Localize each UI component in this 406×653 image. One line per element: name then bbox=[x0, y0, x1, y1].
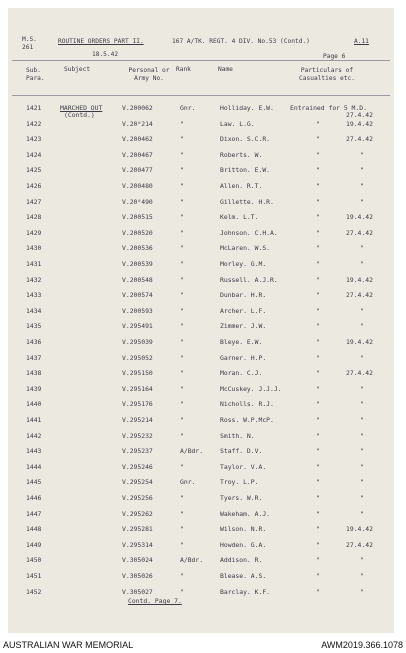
cell-name: Garner. H.P. bbox=[220, 353, 267, 362]
cell-para: 1436 bbox=[26, 338, 42, 346]
cell-part: " bbox=[316, 322, 320, 331]
cell-date: 19.4.42 bbox=[346, 119, 373, 128]
cell-para: 1435 bbox=[26, 322, 42, 331]
table-row bbox=[8, 167, 394, 179]
cell-part: " bbox=[316, 338, 320, 346]
table-row bbox=[8, 230, 394, 242]
cell-rank: " bbox=[180, 275, 184, 284]
cell-number: V.295491 bbox=[122, 322, 153, 331]
cell-part: " bbox=[316, 306, 320, 315]
table-row bbox=[8, 355, 394, 367]
cell-part: " bbox=[316, 572, 320, 580]
cell-date: " bbox=[360, 182, 364, 190]
cell-date: " bbox=[360, 587, 364, 596]
cell-number: V.295246 bbox=[122, 462, 153, 471]
cell-number: V.295237 bbox=[122, 447, 153, 456]
table-row bbox=[8, 589, 394, 601]
cell-date: 27.4.42 bbox=[346, 228, 373, 237]
cell-name: Britton. E.W. bbox=[220, 166, 271, 175]
cell-para: 1432 bbox=[26, 275, 42, 284]
cell-name: Moran. C.J. bbox=[220, 369, 263, 378]
cell-date: 19.4.42 bbox=[346, 275, 373, 284]
table-row bbox=[8, 433, 394, 445]
table-row bbox=[8, 339, 394, 351]
col-sub-para: Sub. Para. bbox=[26, 67, 45, 82]
cell-name: Holliday. E.W. bbox=[220, 104, 274, 112]
cell-name: Addison. R. bbox=[220, 556, 263, 565]
cell-rank: " bbox=[180, 400, 184, 409]
cell-part: " bbox=[316, 213, 320, 222]
cell-date: " bbox=[360, 416, 364, 424]
cell-name: Tyers. W.R. bbox=[220, 494, 263, 502]
cell-date: " bbox=[360, 447, 364, 456]
col-rank: Rank bbox=[176, 66, 191, 73]
cell-para: 1452 bbox=[26, 587, 42, 596]
cell-para: 1423 bbox=[26, 135, 42, 144]
cell-part: " bbox=[316, 369, 320, 378]
footer-accession: AWM2019.366.1078 bbox=[321, 640, 403, 650]
table-row bbox=[8, 308, 394, 320]
cell-para: 1450 bbox=[26, 556, 42, 565]
table-row bbox=[8, 417, 394, 429]
table-row bbox=[8, 448, 394, 460]
cell-part: " bbox=[316, 182, 320, 190]
table-row bbox=[8, 105, 394, 117]
cell-name: Wakeham. A.J. bbox=[220, 509, 271, 518]
table-row bbox=[8, 121, 394, 133]
header-code: M.S. bbox=[22, 36, 37, 43]
cell-part: " bbox=[316, 556, 320, 565]
cell-number: V.200515 bbox=[122, 213, 153, 222]
cell-para: 1449 bbox=[26, 540, 42, 549]
cell-number: V.200520 bbox=[122, 228, 153, 237]
header-date: 18.5.42 bbox=[92, 51, 119, 58]
cell-rank: " bbox=[180, 291, 184, 300]
cell-rank: " bbox=[180, 353, 184, 362]
cell-rank: " bbox=[180, 119, 184, 128]
cell-number: V.305026 bbox=[122, 572, 153, 580]
cell-number: V.295150 bbox=[122, 369, 153, 378]
cell-rank: " bbox=[180, 228, 184, 237]
header-ref: A.11 bbox=[354, 38, 369, 45]
footer-bar bbox=[0, 635, 406, 653]
cell-part: " bbox=[316, 509, 320, 518]
cell-rank: " bbox=[180, 540, 184, 549]
cell-rank: Gnr. bbox=[180, 478, 196, 487]
cell-date: 19.4.42 bbox=[346, 213, 373, 222]
cell-rank: " bbox=[180, 306, 184, 315]
cell-date: " bbox=[360, 353, 364, 362]
cell-rank: " bbox=[180, 244, 184, 253]
table-row bbox=[8, 573, 394, 585]
cell-name: Law. L.G. bbox=[220, 119, 255, 128]
table-row bbox=[8, 292, 394, 304]
header-code-2: 261 bbox=[22, 44, 34, 51]
cell-number: V.295052 bbox=[122, 353, 153, 362]
cell-number: V.200539 bbox=[122, 260, 153, 268]
cell-name: Howden. G.A. bbox=[220, 540, 267, 549]
cell-number: V.200467 bbox=[122, 150, 153, 159]
cell-part: " bbox=[316, 260, 320, 268]
cell-date: " bbox=[360, 494, 364, 502]
cell-rank: A/Bdr. bbox=[180, 447, 204, 456]
cell-name: Ross. W.P.McP. bbox=[220, 416, 274, 424]
cell-para: 1444 bbox=[26, 462, 42, 471]
cell-para: 1437 bbox=[26, 353, 42, 362]
cell-rank: " bbox=[180, 369, 184, 378]
cell-para: 1434 bbox=[26, 306, 42, 315]
document-page bbox=[8, 8, 394, 633]
cell-part: " bbox=[316, 353, 320, 362]
cell-para: 1438 bbox=[26, 369, 42, 378]
cell-part: " bbox=[316, 400, 320, 409]
cell-para: 1443 bbox=[26, 447, 42, 456]
cell-number: V.295254 bbox=[122, 478, 153, 487]
cell-part: " bbox=[316, 166, 320, 175]
cell-number: V.295262 bbox=[122, 509, 153, 518]
cell-subject: MARCHED OUT bbox=[60, 104, 103, 112]
cell-part: " bbox=[316, 291, 320, 300]
cell-name: Blease. A.S. bbox=[220, 572, 267, 580]
cell-part: " bbox=[316, 525, 320, 534]
cell-name: McCuskey. J.J.J. bbox=[220, 384, 282, 393]
table-row bbox=[8, 526, 394, 538]
table-row bbox=[8, 386, 394, 398]
table-row bbox=[8, 401, 394, 413]
cell-name: Staff. D.V. bbox=[220, 447, 263, 456]
table-row bbox=[8, 542, 394, 554]
cell-number: V.200480 bbox=[122, 182, 153, 190]
cell-part: " bbox=[316, 197, 320, 206]
cell-para: 1451 bbox=[26, 572, 42, 580]
cell-date: " bbox=[360, 306, 364, 315]
cell-date: " bbox=[360, 166, 364, 175]
cell-number: V.295164 bbox=[122, 384, 153, 393]
cell-rank: " bbox=[180, 213, 184, 222]
cell-number: V.305024 bbox=[122, 556, 153, 565]
cell-rank: " bbox=[180, 572, 184, 580]
cell-name: Archer. L.F. bbox=[220, 306, 267, 315]
cell-part: " bbox=[316, 244, 320, 253]
cell-number: V.295232 bbox=[122, 431, 153, 440]
cell-rank: " bbox=[180, 150, 184, 159]
cell-rank: " bbox=[180, 462, 184, 471]
cell-para: 1422 bbox=[26, 119, 42, 128]
cell-rank: " bbox=[180, 135, 184, 144]
cell-name: Troy. L.P. bbox=[220, 478, 259, 487]
cell-para: 1427 bbox=[26, 197, 42, 206]
cell-part: " bbox=[316, 587, 320, 596]
cell-para: 1431 bbox=[26, 260, 42, 268]
table-row bbox=[8, 136, 394, 148]
cell-date: 19.4.42 bbox=[346, 525, 373, 534]
table-row bbox=[8, 152, 394, 164]
cell-date: " bbox=[360, 322, 364, 331]
cell-rank: " bbox=[180, 525, 184, 534]
cell-date: 27.4.42 bbox=[346, 135, 373, 144]
cell-para: 1439 bbox=[26, 384, 42, 393]
cell-name: Gillette. H.R. bbox=[220, 197, 274, 206]
cell-name: McLaren. W.S. bbox=[220, 244, 271, 253]
cell-name: Russell. A.J.R. bbox=[220, 275, 278, 284]
cell-rank: " bbox=[180, 182, 184, 190]
cell-number: V.305027 bbox=[122, 587, 153, 596]
cell-para: 1430 bbox=[26, 244, 42, 253]
cell-number: V.200593 bbox=[122, 306, 153, 315]
cell-date: " bbox=[360, 260, 364, 268]
continued-note: Contd. Page 7. bbox=[128, 597, 182, 605]
cell-rank: " bbox=[180, 509, 184, 518]
cell-rank: " bbox=[180, 431, 184, 440]
cell-date: " bbox=[360, 244, 364, 253]
cell-para: 1433 bbox=[26, 291, 42, 300]
cell-para: 1421 bbox=[26, 104, 42, 112]
col-particulars: Particulars of Casualties etc. bbox=[299, 67, 355, 82]
cell-para: 1441 bbox=[26, 416, 42, 424]
table-row bbox=[8, 479, 394, 491]
cell-rank: " bbox=[180, 197, 184, 206]
cell-rank: Gnr. bbox=[180, 104, 196, 112]
col-number: Personal or Army No. bbox=[128, 67, 170, 82]
cell-date: " bbox=[360, 509, 364, 518]
table-row bbox=[8, 557, 394, 569]
table-row bbox=[8, 464, 394, 476]
cell-part: Entrained for 5 M.D. bbox=[290, 104, 367, 112]
cell-date: 27.4.42 bbox=[346, 369, 373, 378]
cell-para: 1442 bbox=[26, 431, 42, 440]
cell-number: V.200477 bbox=[122, 166, 153, 175]
cell-number: V.200462 bbox=[122, 135, 153, 144]
cell-name: Allen. R.T. bbox=[220, 182, 263, 190]
cell-part: " bbox=[316, 494, 320, 502]
cell-name: Taylor. V.A. bbox=[220, 462, 267, 471]
cell-name: Morley. G.M. bbox=[220, 260, 267, 268]
cell-date: 27.4.42 bbox=[346, 111, 373, 119]
cell-para: 1447 bbox=[26, 509, 42, 518]
cell-number: V.200536 bbox=[122, 244, 153, 253]
cell-rank: " bbox=[180, 260, 184, 268]
cell-date: " bbox=[360, 462, 364, 471]
cell-number: V.295314 bbox=[122, 540, 153, 549]
cell-date: " bbox=[360, 478, 364, 487]
cell-part: " bbox=[316, 540, 320, 549]
cell-name: Zimmer. J.W. bbox=[220, 322, 267, 331]
cell-para: 1424 bbox=[26, 150, 42, 159]
cell-number: V.295214 bbox=[122, 416, 153, 424]
cell-para: 1446 bbox=[26, 494, 42, 502]
col-name: Name bbox=[218, 66, 233, 73]
footer-institution: AUSTRALIAN WAR MEMORIAL bbox=[3, 640, 134, 650]
cell-part: " bbox=[316, 384, 320, 393]
cell-part: " bbox=[316, 447, 320, 456]
cell-para: 1429 bbox=[26, 228, 42, 237]
cell-rank: " bbox=[180, 416, 184, 424]
cell-name: Barclay. K.F. bbox=[220, 587, 271, 596]
header-rule bbox=[12, 60, 390, 61]
cell-date: " bbox=[360, 400, 364, 409]
cell-number: V.295039 bbox=[122, 338, 153, 346]
table-row bbox=[8, 199, 394, 211]
cell-para: 1425 bbox=[26, 166, 42, 175]
cell-part: " bbox=[316, 119, 320, 128]
table-row bbox=[8, 245, 394, 257]
cell-number: V.295281 bbox=[122, 525, 153, 534]
header-page: Page 6 bbox=[323, 53, 346, 60]
cell-name: Wilson. N.R. bbox=[220, 525, 267, 534]
header-unit: 167 A/TK. REGT. 4 DIV. No.53 (Contd.) bbox=[172, 38, 310, 45]
cell-date: " bbox=[360, 556, 364, 565]
cell-name: Smith. N. bbox=[220, 431, 255, 440]
cell-rank: " bbox=[180, 338, 184, 346]
cell-part: " bbox=[316, 431, 320, 440]
cell-date: " bbox=[360, 431, 364, 440]
cell-rank: " bbox=[180, 322, 184, 331]
cell-number: V.20⁰490 bbox=[122, 197, 153, 206]
cell-name: Kelm. L.T. bbox=[220, 213, 259, 222]
table-row bbox=[8, 323, 394, 335]
column-rule bbox=[12, 95, 390, 96]
cell-para: 1426 bbox=[26, 182, 42, 190]
cell-number: V.200062 bbox=[122, 104, 153, 112]
cell-name: Bleye. E.W. bbox=[220, 338, 263, 346]
cell-part: " bbox=[316, 150, 320, 159]
cell-part: " bbox=[316, 462, 320, 471]
cell-number: V.295256 bbox=[122, 494, 153, 502]
table-row bbox=[8, 511, 394, 523]
cell-para: 1440 bbox=[26, 400, 42, 409]
cell-date: " bbox=[360, 197, 364, 206]
table-row bbox=[8, 370, 394, 382]
cell-date: " bbox=[360, 150, 364, 159]
cell-subject-contd: (Contd.) bbox=[64, 111, 95, 119]
cell-name: Dixon. S.C.R. bbox=[220, 135, 271, 144]
col-subject: Subject bbox=[64, 66, 91, 73]
cell-date: 27.4.42 bbox=[346, 540, 373, 549]
header-title: ROUTINE ORDERS PART II. bbox=[58, 38, 144, 45]
cell-number: V.200548 bbox=[122, 275, 153, 284]
cell-rank: " bbox=[180, 494, 184, 502]
cell-name: Johnson. C.H.A. bbox=[220, 228, 278, 237]
cell-rank: " bbox=[180, 166, 184, 175]
cell-name: Roberts. W. bbox=[220, 150, 263, 159]
cell-date: 19.4.42 bbox=[346, 338, 373, 346]
table-row bbox=[8, 214, 394, 226]
cell-rank: A/Bdr. bbox=[180, 556, 204, 565]
table-row bbox=[8, 495, 394, 507]
cell-part: " bbox=[316, 478, 320, 487]
cell-para: 1445 bbox=[26, 478, 42, 487]
cell-rank: " bbox=[180, 384, 184, 393]
cell-name: Dunbar. H.R. bbox=[220, 291, 267, 300]
cell-number: V.20⁰214 bbox=[122, 119, 153, 128]
cell-date: " bbox=[360, 384, 364, 393]
cell-part: " bbox=[316, 135, 320, 144]
cell-para: 1428 bbox=[26, 213, 42, 222]
cell-date: " bbox=[360, 572, 364, 580]
cell-rank: " bbox=[180, 587, 184, 596]
cell-date: 27.4.42 bbox=[346, 291, 373, 300]
table-row bbox=[8, 183, 394, 195]
table-row bbox=[8, 277, 394, 289]
cell-number: V.295176 bbox=[122, 400, 153, 409]
cell-part: " bbox=[316, 228, 320, 237]
cell-name: Nicholls. R.J. bbox=[220, 400, 274, 409]
cell-number: V.200574 bbox=[122, 291, 153, 300]
table-row bbox=[8, 261, 394, 273]
cell-para: 1448 bbox=[26, 525, 42, 534]
cell-part: " bbox=[316, 275, 320, 284]
cell-part: " bbox=[316, 416, 320, 424]
